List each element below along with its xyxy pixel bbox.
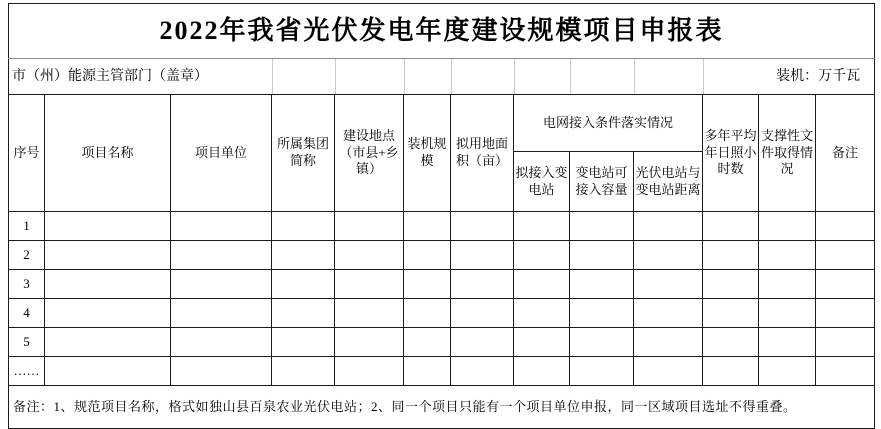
empty-cell xyxy=(335,357,404,386)
empty-cell xyxy=(759,270,816,299)
empty-cell xyxy=(570,241,634,270)
empty-cell xyxy=(45,357,171,386)
empty-cell xyxy=(272,270,335,299)
faint-gridline xyxy=(335,59,336,94)
empty-cell xyxy=(570,212,634,241)
empty-cell xyxy=(514,357,570,386)
faint-gridline xyxy=(272,59,273,94)
empty-cell xyxy=(703,212,759,241)
empty-cell xyxy=(451,270,514,299)
empty-cell xyxy=(45,299,171,328)
table-row xyxy=(9,212,875,241)
empty-cell xyxy=(759,328,816,357)
empty-cell xyxy=(759,299,816,328)
empty-cell xyxy=(514,328,570,357)
empty-cell xyxy=(451,241,514,270)
empty-cell xyxy=(171,270,272,299)
col-header-project-name: 项目名称 xyxy=(45,95,171,212)
footnote-row xyxy=(9,386,875,429)
empty-cell xyxy=(759,357,816,386)
col-header-grid-capacity: 变电站可接入容量 xyxy=(570,152,634,212)
col-header-project-unit: 项目单位 xyxy=(171,95,272,212)
empty-cell xyxy=(634,241,703,270)
empty-cell xyxy=(45,328,171,357)
empty-cell xyxy=(703,299,759,328)
empty-cell xyxy=(634,212,703,241)
empty-cell xyxy=(451,357,514,386)
faint-gridline xyxy=(514,59,515,94)
empty-cell xyxy=(404,270,451,299)
empty-cell xyxy=(570,270,634,299)
row-number: …… xyxy=(9,357,45,386)
empty-cell xyxy=(514,212,570,241)
empty-cell xyxy=(335,299,404,328)
faint-gridline xyxy=(404,59,405,94)
col-header-seq: 序号 xyxy=(9,95,45,212)
empty-cell xyxy=(570,357,634,386)
stamp-row-cell xyxy=(9,59,875,95)
empty-cell xyxy=(634,357,703,386)
empty-cell xyxy=(514,270,570,299)
empty-cell xyxy=(570,299,634,328)
col-header-sunshine-hours: 多年平均年日照小时数 xyxy=(703,95,759,212)
empty-cell xyxy=(703,328,759,357)
table-row xyxy=(9,328,875,357)
col-header-grid-distance: 光伏电站与变电站距离 xyxy=(634,152,703,212)
empty-cell xyxy=(404,357,451,386)
empty-cell xyxy=(272,212,335,241)
empty-cell xyxy=(570,328,634,357)
empty-cell xyxy=(514,241,570,270)
faint-gridline xyxy=(634,59,635,94)
col-header-group-abbr: 所属集团简称 xyxy=(272,95,335,212)
empty-cell xyxy=(404,299,451,328)
empty-cell xyxy=(816,241,875,270)
col-header-support-docs: 支撑性文件取得情况 xyxy=(759,95,816,212)
empty-cell xyxy=(451,212,514,241)
empty-cell xyxy=(45,241,171,270)
empty-cell xyxy=(171,241,272,270)
empty-cell xyxy=(335,212,404,241)
empty-cell xyxy=(816,357,875,386)
empty-cell xyxy=(404,241,451,270)
table-row-ellipsis xyxy=(9,357,875,386)
col-header-remarks: 备注 xyxy=(816,95,875,212)
table-row xyxy=(9,299,875,328)
row-number: 4 xyxy=(9,299,45,328)
empty-cell xyxy=(45,212,171,241)
empty-cell xyxy=(335,270,404,299)
row-number: 5 xyxy=(9,328,45,357)
empty-cell xyxy=(335,241,404,270)
empty-cell xyxy=(759,241,816,270)
empty-cell xyxy=(816,299,875,328)
form-title: 2022年我省光伏发电年度建设规模项目申报表 xyxy=(9,4,875,59)
col-header-land-area: 拟用地面积（亩） xyxy=(451,95,514,212)
col-header-grid-group: 电网接入条件落实情况 xyxy=(514,95,703,152)
faint-gridline xyxy=(451,59,452,94)
row-number: 3 xyxy=(9,270,45,299)
empty-cell xyxy=(171,212,272,241)
empty-cell xyxy=(816,328,875,357)
empty-cell xyxy=(703,357,759,386)
table-row xyxy=(9,270,875,299)
empty-cell xyxy=(759,212,816,241)
issuing-authority-label: 市（州）能源主管部门（盖章） xyxy=(12,68,208,84)
empty-cell xyxy=(703,270,759,299)
empty-cell xyxy=(272,241,335,270)
faint-gridline xyxy=(703,59,704,94)
empty-cell xyxy=(816,270,875,299)
empty-cell xyxy=(634,328,703,357)
header-row-1 xyxy=(9,95,875,152)
empty-cell xyxy=(404,212,451,241)
col-header-location: 建设地点（市县+乡镇） xyxy=(335,95,404,212)
empty-cell xyxy=(335,328,404,357)
empty-cell xyxy=(451,299,514,328)
col-header-capacity: 装机规模 xyxy=(404,95,451,212)
faint-gridline xyxy=(570,59,571,94)
empty-cell xyxy=(514,299,570,328)
empty-cell xyxy=(272,328,335,357)
col-header-grid-substation: 拟接入变电站 xyxy=(514,152,570,212)
empty-cell xyxy=(404,328,451,357)
application-form-table xyxy=(8,3,875,429)
row-number: 1 xyxy=(9,212,45,241)
installed-capacity-unit-label: 装机：万千瓦 xyxy=(776,68,861,84)
empty-cell xyxy=(171,357,272,386)
empty-cell xyxy=(272,299,335,328)
footnote: 备注：1、规范项目名称，格式如独山县百泉农业光伏电站；2、同一个项目只能有一个项目单位申报，同一区域项目选址不得重叠。 xyxy=(9,386,875,429)
empty-cell xyxy=(703,241,759,270)
empty-cell xyxy=(272,357,335,386)
empty-cell xyxy=(171,328,272,357)
empty-cell xyxy=(451,328,514,357)
empty-cell xyxy=(634,299,703,328)
empty-cell xyxy=(171,299,272,328)
table-row xyxy=(9,241,875,270)
title-row xyxy=(9,4,875,59)
empty-cell xyxy=(45,270,171,299)
stamp-row xyxy=(9,59,875,95)
empty-cell xyxy=(634,270,703,299)
row-number: 2 xyxy=(9,241,45,270)
empty-cell xyxy=(816,212,875,241)
